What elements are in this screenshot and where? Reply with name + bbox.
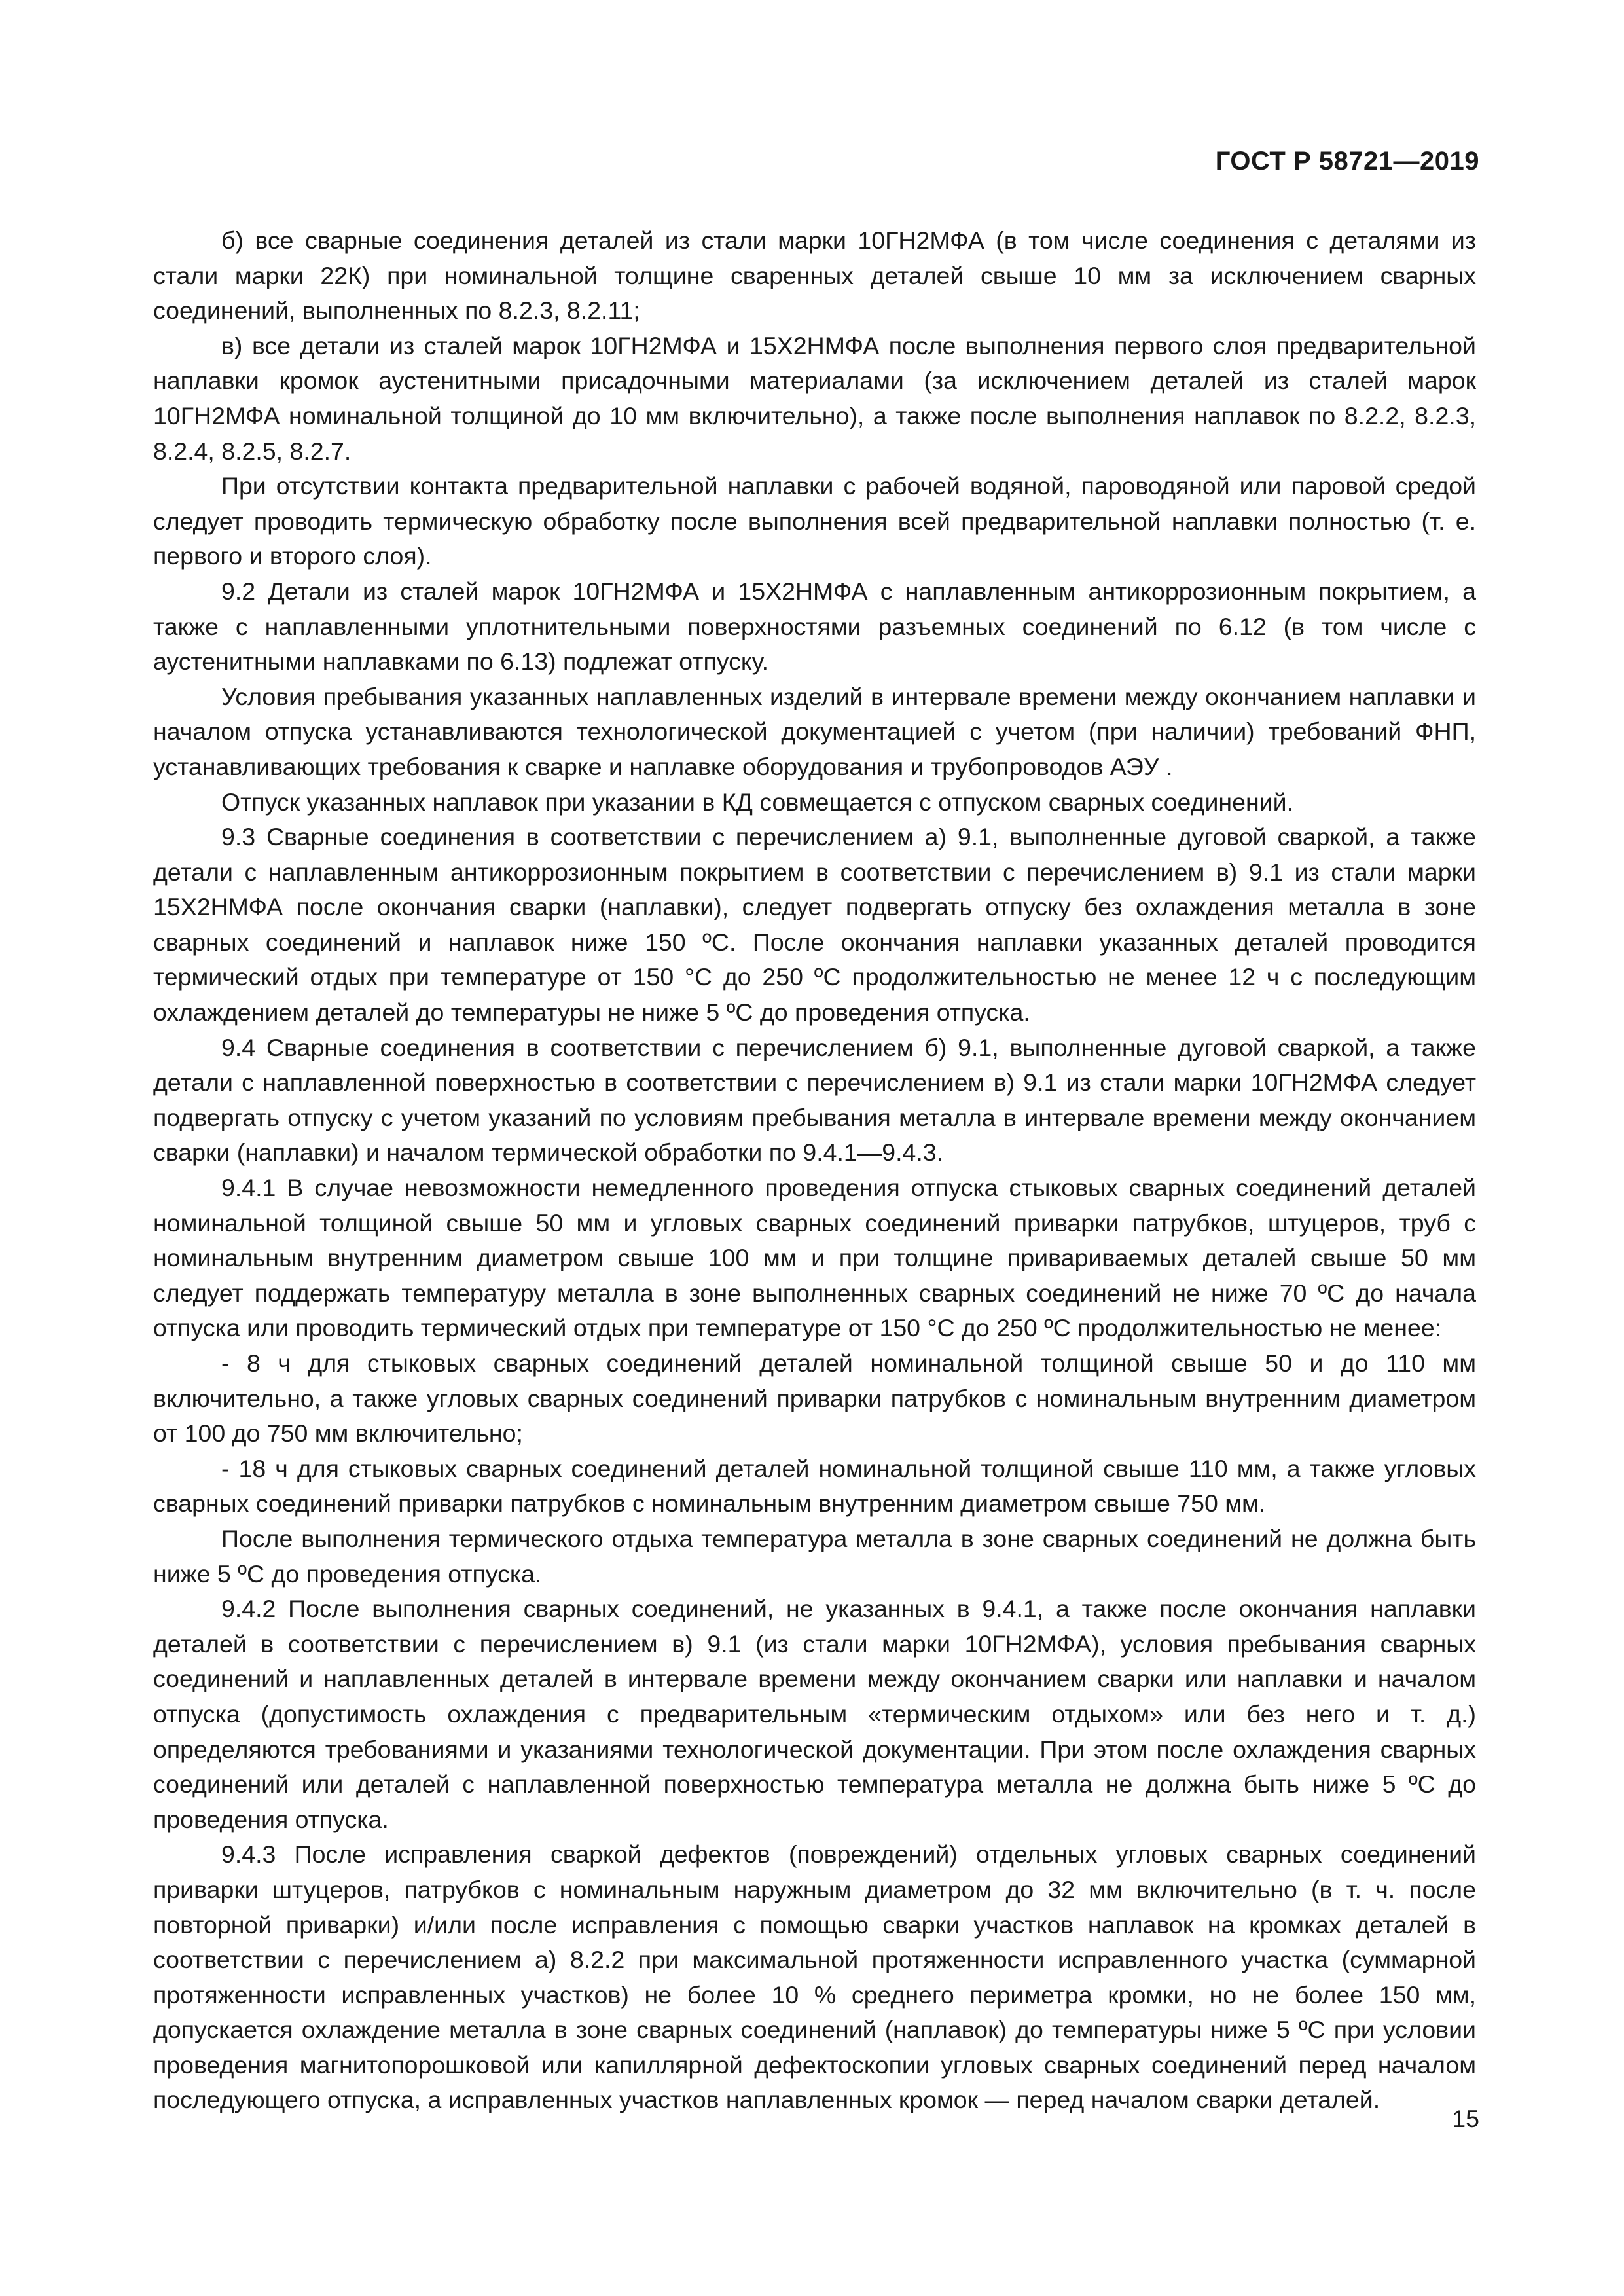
standard-header: ГОСТ Р 58721—2019 xyxy=(1215,147,1479,175)
paragraph-after-rest: После выполнения термического отдыха температура металла в зоне сварных соединений не должна быть ниже 5 ºС до проведения отпуска. xyxy=(153,1524,1476,1588)
list-item-8h: - 8 ч для стыковых сварных соединений деталей номинальной толщиной свыше 50 и до 110 мм включительно, а также угловых сварных соединений приварки патрубков с номинальным внутренним диаметром от 100 до 750 мм включительно; xyxy=(153,1349,1476,1448)
paragraph-no-contact: При отсутствии контакта предварительной наплавки с рабочей водяной, пароводяной или паровой средой следует проводить термическую обработку после выполнения всей предварительной наплавки полностью (т. е. первого и второго слоя). xyxy=(153,472,1476,570)
paragraph-item-b: б) все сварные соединения деталей из стали марки 10ГН2МФА (в том числе соединения с деталями из стали марки 22К) при номинальной толщине сваренных деталей свыше 10 мм за исключением сварных соединений, выполненных по 8.2.3, 8.2.11; xyxy=(153,227,1476,325)
paragraph-9-2: 9.2 Детали из сталей марок 10ГН2МФА и 15Х2НМФА с наплавленным антикоррозионным покрытием, а также с наплавленными уплотнительными поверхностями разъемных соединений по 6.12 (в том числе с аустенитными наплавками по 6.13) подлежат отпуску. xyxy=(153,577,1476,676)
paragraph-conditions: Условия пребывания указанных наплавленных изделий в интервале времени между окончанием наплавки и началом отпуска устанавливаются технологической документацией с учетом (при наличии) требований ФНП, устанавливающих требования к сварке и наплавке оборудования и трубопроводов АЭУ . xyxy=(153,682,1476,780)
paragraph-item-v: в) все детали из сталей марок 10ГН2МФА и 15Х2НМФА после выполнения первого слоя предварительной наплавки кромок аустенитными присадочными материалами (за исключением деталей из сталей марок 10ГН2МФА номинальной толщиной до 10 мм включительно), а также после выполнения наплавок по 8.2.2, 8.2.3, 8.2.4, 8.2.5, 8.2.7. xyxy=(153,331,1476,465)
list-item-18h: - 18 ч для стыковых сварных соединений деталей номинальной толщиной свыше 110 мм, а также угловых сварных соединений приварки патрубков с номинальным внутренним диаметром свыше 750 мм. xyxy=(153,1454,1476,1518)
page-number: 15 xyxy=(1452,2105,1479,2132)
paragraph-9-4: 9.4 Сварные соединения в соответствии с перечислением б) 9.1, выполненные дуговой сваркой, а также детали с наплавленной поверхностью в соответствии с перечислением в) 9.1 из стали марки 10ГН2МФА следует подвергать отпуску с учетом указаний по условиям пребывания металла в интервале времени между окончанием сварки (наплавки) и началом термической обработки по 9.4.1—9.4.3. xyxy=(153,1033,1476,1167)
body-text xyxy=(153,223,1476,2118)
paragraph-tempering: Отпуск указанных наплавок при указании в КД совмещается с отпуском сварных соединений. xyxy=(221,788,1293,816)
paragraph-9-3: 9.3 Сварные соединения в соответствии с перечислением а) 9.1, выполненные дуговой сваркой, а также детали с наплавленным антикоррозионным покрытием в соответствии с перечислением в) 9.1 из стали марки 15Х2НМФА после окончания сварки (наплавки), следует подвергать отпуску без охлаждения металла в зоне сварных соединений и наплавок ниже 150 ºС. После окончания наплавки указанных деталей проводится термический отдых при температуре от 150 °С до 250 ºС продолжительностью не менее 12 ч с последующим охлаждением деталей до температуры не ниже 5 ºС до проведения отпуска. xyxy=(153,823,1476,1027)
paragraph-9-4-2: 9.4.2 После выполнения сварных соединений, не указанных в 9.4.1, а также после окончания наплавки деталей в соответствии с перечислением в) 9.1 (из стали марки 10ГН2МФА), условия пребывания сварных соединений и наплавленных деталей в интервале времени между окончанием сварки или наплавки и началом отпуска (допустимость охлаждения с предварительным «термическим отдыхом» или без него и т. д.) определяются требованиями и указаниями технологической документации. При этом после охлаждения сварных соединений или деталей с наплавленной поверхностью температура металла не должна быть ниже 5 ºС до проведения отпуска. xyxy=(153,1595,1476,1833)
paragraph-9-4-1: 9.4.1 В случае невозможности немедленного проведения отпуска стыковых сварных соединений деталей номинальной толщиной свыше 50 мм и угловых сварных соединений приварки патрубков, штуцеров, труб с номинальным внутренним диаметром свыше 100 мм и при толщине привариваемых деталей свыше 50 мм следует поддержать температуру металла в зоне выполненных сварных соединений не ниже 70 ºС до начала отпуска или проводить термический отдых при температуре от 150 °С до 250 ºС продолжительностью не менее: xyxy=(153,1174,1476,1342)
paragraph-9-4-3: 9.4.3 После исправления сваркой дефектов (повреждений) отдельных угловых сварных соединений приварки штуцеров, патрубков с номинальным наружным диаметром до 32 мм включительно (в т. ч. после повторной приварки) и/или после исправления с помощью сварки участков наплавок на кромках деталей в соответствии с перечислением а) 8.2.2 при максимальной протяженности исправленного участка (суммарной протяженности исправленных участков) не более 10 % среднего периметра кромки, но не более 150 мм, допускается охлаждение металла в зоне сварных соединений (наплавок) до температуры ниже 5 ºС при условии проведения магнитопорошковой или капиллярной дефектоскопии угловых сварных соединений перед началом последующего отпуска, а исправленных участков наплавленных кромок — перед началом сварки деталей. xyxy=(153,1840,1476,2114)
